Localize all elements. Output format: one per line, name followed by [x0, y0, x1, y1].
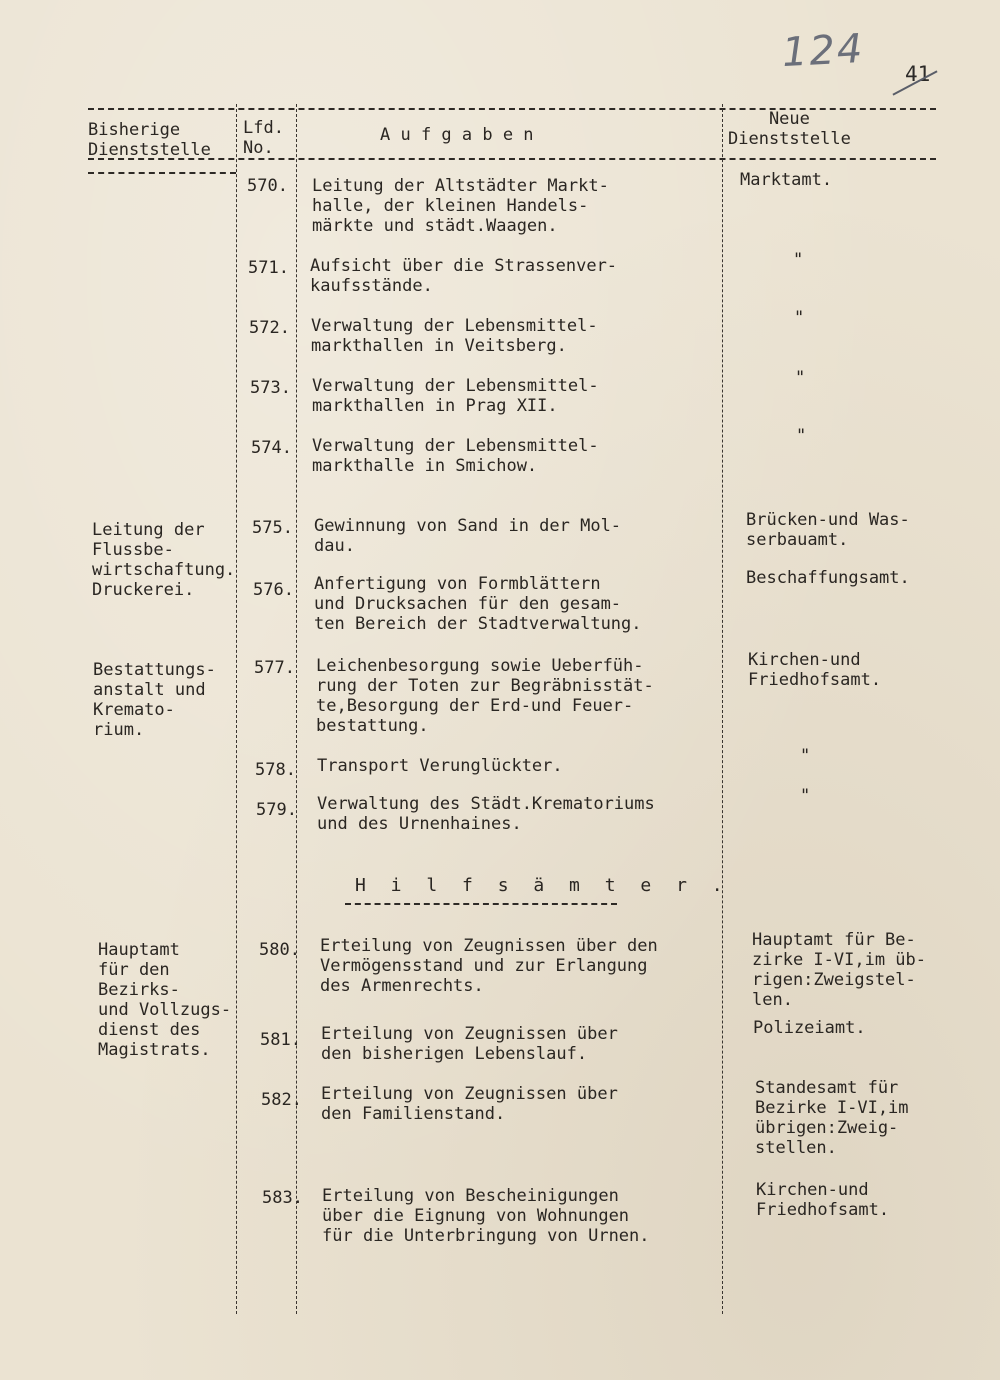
row-task: Erteilung von Zeugnissen über den Vermögensstand und zur Erlangung des Armenrechts.	[320, 936, 658, 996]
row-new-office: "	[795, 368, 806, 388]
section-title-hilfsaemter: H i l f s ä m t e r .	[355, 875, 730, 896]
row-task: Leichenbesorgung sowie Ueberfüh- rung der Toten zur Begräbnisstät- te,Besorgung der Erd-und Feuer- bestattung.	[316, 656, 654, 736]
row-new-office: Kirchen-und Friedhofsamt.	[748, 650, 882, 690]
row-number: 583.	[262, 1188, 303, 1208]
row-new-office: "	[800, 746, 811, 766]
row-task: Verwaltung der Lebensmittel- markthallen in Veitsberg.	[311, 316, 598, 356]
row-number: 574.	[251, 438, 292, 458]
row-task: Verwaltung des Städt.Krematoriums und des Urnenhaines.	[317, 794, 655, 834]
row-new-office: Hauptamt für Be- zirke I-VI,im üb- rigen:Zweigstel- len.	[752, 930, 926, 1010]
row-new-office: Kirchen-und Friedhofsamt.	[756, 1180, 890, 1220]
row-task: Anfertigung von Formblättern und Drucksachen für den gesam- ten Bereich der Stadtverwaltung.	[314, 574, 642, 634]
header-bisherige-dienststelle: Bisherige Dienststelle	[88, 120, 211, 160]
row-new-office: Polizeiamt.	[753, 1018, 866, 1038]
page-number: 41	[905, 62, 931, 86]
row-new-office: Brücken-und Was- serbauamt.	[746, 510, 910, 550]
row-number: 581.	[260, 1030, 301, 1050]
row-number: 576.	[253, 580, 294, 600]
row-old-office: Druckerei.	[92, 580, 195, 600]
row-number: 579.	[256, 800, 297, 820]
row-task: Transport Verunglückter.	[317, 756, 563, 776]
row-number: 570.	[247, 176, 288, 196]
header-col1-underline	[88, 172, 236, 174]
column-divider-3	[722, 104, 723, 1314]
row-old-office: Bestattungs- anstalt und Kremato- rium.	[93, 660, 216, 740]
row-task: Erteilung von Zeugnissen über den Familienstand.	[321, 1084, 618, 1124]
header-neue-dienststelle: Neue Dienststelle	[728, 109, 851, 149]
row-new-office: Beschaffungsamt.	[746, 568, 910, 588]
handwritten-folio-number: 124	[780, 25, 866, 77]
row-task: Aufsicht über die Strassenver- kaufsstände.	[310, 256, 618, 296]
row-task: Gewinnung von Sand in der Mol- dau.	[314, 516, 622, 556]
row-new-office: "	[800, 786, 811, 806]
header-lfd-no: Lfd. No.	[243, 118, 284, 158]
header-aufgaben: A u f g a b e n	[380, 125, 534, 145]
row-number: 572.	[249, 318, 290, 338]
column-divider-2	[296, 104, 297, 1314]
row-task: Leitung der Altstädter Markt- halle, der kleinen Handels- märkte und städt.Waagen.	[312, 176, 609, 236]
row-number: 577.	[254, 658, 295, 678]
row-task: Erteilung von Zeugnissen über den bisherigen Lebenslauf.	[321, 1024, 618, 1064]
row-number: 573.	[250, 378, 291, 398]
header-bottom-rule	[88, 158, 936, 160]
row-new-office: Marktamt.	[740, 170, 833, 190]
row-new-office: "	[796, 426, 807, 446]
row-number: 578.	[255, 760, 296, 780]
row-number: 571.	[248, 258, 289, 278]
row-old-office: Hauptamt für den Bezirks- und Vollzugs- dienst des Magistrats.	[98, 940, 232, 1060]
row-new-office: "	[793, 250, 804, 270]
row-new-office: "	[794, 308, 805, 328]
row-new-office: Standesamt für Bezirke I-VI,im übrigen:Zweig- stellen.	[755, 1078, 909, 1158]
section-title-underline	[345, 903, 617, 905]
row-number: 582.	[261, 1090, 302, 1110]
row-task: Erteilung von Bescheinigungen über die Eignung von Wohnungen für die Unterbringung von Urnen.	[322, 1186, 650, 1246]
column-divider-1	[236, 104, 237, 1314]
row-number: 575.	[252, 518, 293, 538]
row-task: Verwaltung der Lebensmittel- markthalle in Smichow.	[312, 436, 599, 476]
row-number: 580.	[259, 940, 300, 960]
row-old-office: Leitung der Flussbe- wirtschaftung.	[92, 520, 236, 580]
row-task: Verwaltung der Lebensmittel- markthallen in Prag XII.	[312, 376, 599, 416]
